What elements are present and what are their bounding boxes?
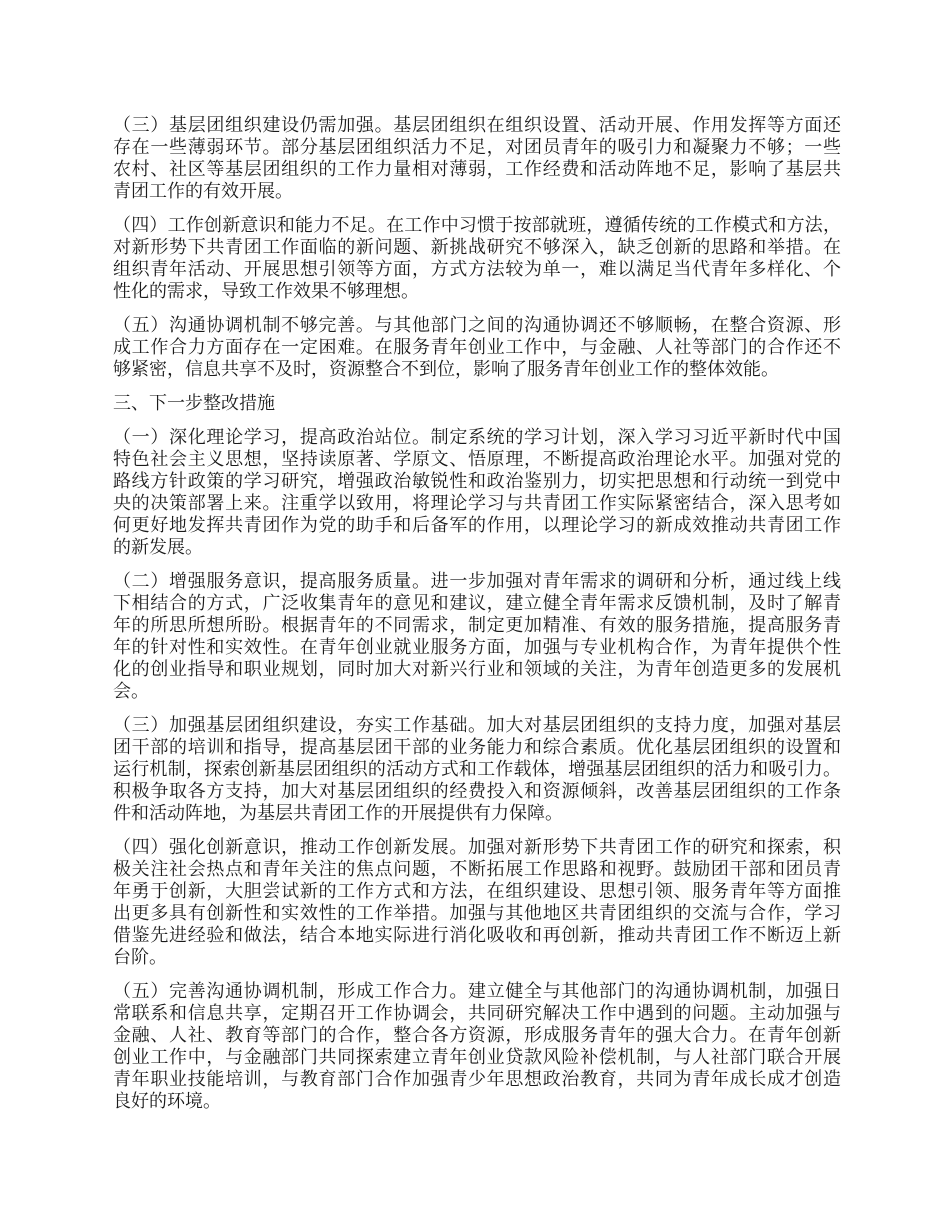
section-heading (113, 393, 841, 415)
text-line: （二）增强服务意识，提高服务质量。进一步加强对青年需求的调研和分析，通过线上线 (113, 571, 841, 592)
text-line: 年的针对性和实效性。在青年创业就业服务方面，加强与专业机构合作，为青年提供个性 (113, 637, 841, 658)
text-line: 借鉴先进经验和做法，结合本地实际进行消化吸收和再创新，推动共青团工作不断迈上新 (113, 925, 841, 946)
text-line: 出更多具有创新性和实效性的工作举措。加强与其他地区共青团组织的交流与合作，学习 (113, 903, 841, 924)
paragraph (113, 715, 841, 825)
text-line: 特色社会主义思想，坚持读原著、学原文、悟原理，不断提高政治理论水平。加强对党的 (113, 449, 841, 470)
text-line: 化的创业指导和职业规划，同时加大对新兴行业和领域的关注，为青年创造更多的发展机 (113, 659, 841, 680)
paragraph (113, 981, 841, 1113)
text-line: 央的决策部署上来。注重学以致用，将理论学习与共青团工作实际紧密结合，深入思考如 (113, 493, 841, 514)
text-line: 青团工作的有效开展。 (113, 181, 293, 202)
paragraph (113, 315, 841, 381)
text-line: 运行机制，探索创新基层团组织的活动方式和工作载体，增强基层团组织的活力和吸引力。 (113, 759, 841, 780)
text-line: 极关注社会热点和青年关注的焦点问题，不断拓展工作思路和视野。鼓励团干部和团员青 (113, 859, 841, 880)
text-line: （四）强化创新意识，推动工作创新发展。加强对新形势下共青团工作的研究和探索，积 (113, 837, 841, 858)
text-line: 会。 (113, 681, 149, 702)
document-body (113, 115, 841, 1125)
paragraph (113, 215, 841, 303)
text-line: 组织青年活动、开展思想引领等方面，方式方法较为单一，难以满足当代青年多样化、个 (113, 259, 841, 280)
text-line: 的新发展。 (113, 537, 203, 558)
text-line: （一）深化理论学习，提高政治站位。制定系统的学习计划，深入学习习近平新时代中国 (113, 427, 841, 448)
text-line: 良好的环境。 (113, 1091, 221, 1112)
text-line: 下相结合的方式，广泛收集青年的意见和建议，建立健全青年需求反馈机制，及时了解青 (113, 593, 841, 614)
text-line: （四）工作创新意识和能力不足。在工作中习惯于按部就班，遵循传统的工作模式和方法， (113, 215, 841, 236)
text-line: 路线方针政策的学习研究，增强政治敏锐性和政治鉴别力，切实把思想和行动统一到党中 (113, 471, 841, 492)
text-line: 存在一些薄弱环节。部分基层团组织活力不足，对团员青年的吸引力和凝聚力不够；一些 (113, 137, 841, 158)
text-line: （三）加强基层团组织建设，夯实工作基础。加大对基层团组织的支持力度，加强对基层 (113, 715, 841, 736)
text-line: 何更好地发挥共青团作为党的助手和后备军的作用，以理论学习的新成效推动共青团工作 (113, 515, 841, 536)
text-line: 年的所思所想所盼。根据青年的不同需求，制定更加精准、有效的服务措施，提高服务青 (113, 615, 841, 636)
text-line: 金融、人社、教育等部门的合作，整合各方资源，形成服务青年的强大合力。在青年创新 (113, 1025, 841, 1046)
text-line: 三、下一步整改措施 (113, 393, 275, 414)
text-line: （三）基层团组织建设仍需加强。基层团组织在组织设置、活动开展、作用发挥等方面还 (113, 115, 841, 136)
text-line: 年勇于创新，大胆尝试新的工作方式和方法，在组织建设、思想引领、服务青年等方面推 (113, 881, 841, 902)
text-line: 够紧密，信息共享不及时，资源整合不到位，影响了服务青年创业工作的整体效能。 (113, 359, 779, 380)
text-line: 积极争取各方支持，加大对基层团组织的经费投入和资源倾斜，改善基层团组织的工作条 (113, 781, 841, 802)
paragraph (113, 427, 841, 559)
text-line: 团干部的培训和指导，提高基层团干部的业务能力和综合素质。优化基层团组织的设置和 (113, 737, 841, 758)
text-line: 创业工作中，与金融部门共同探索建立青年创业贷款风险补偿机制，与人社部门联合开展 (113, 1047, 841, 1068)
text-line: 件和活动阵地，为基层共青团工作的开展提供有力保障。 (113, 803, 563, 824)
text-line: 成工作合力方面存在一定困难。在服务青年创业工作中，与金融、人社等部门的合作还不 (113, 337, 841, 358)
text-line: 青年职业技能培训，与教育部门合作加强青少年思想政治教育，共同为青年成长成才创造 (113, 1069, 841, 1090)
text-line: 台阶。 (113, 947, 167, 968)
paragraph (113, 571, 841, 703)
paragraph (113, 115, 841, 203)
text-line: （五）沟通协调机制不够完善。与其他部门之间的沟通协调还不够顺畅，在整合资源、形 (113, 315, 841, 336)
text-line: 农村、社区等基层团组织的工作力量相对薄弱，工作经费和活动阵地不足，影响了基层共 (113, 159, 841, 180)
text-line: 性化的需求，导致工作效果不够理想。 (113, 281, 419, 302)
text-line: 对新形势下共青团工作面临的新问题、新挑战研究不够深入，缺乏创新的思路和举措。在 (113, 237, 841, 258)
paragraph (113, 837, 841, 969)
text-line: （五）完善沟通协调机制，形成工作合力。建立健全与其他部门的沟通协调机制，加强日 (113, 981, 841, 1002)
text-line: 常联系和信息共享，定期召开工作协调会，共同研究解决工作中遇到的问题。主动加强与 (113, 1003, 841, 1024)
